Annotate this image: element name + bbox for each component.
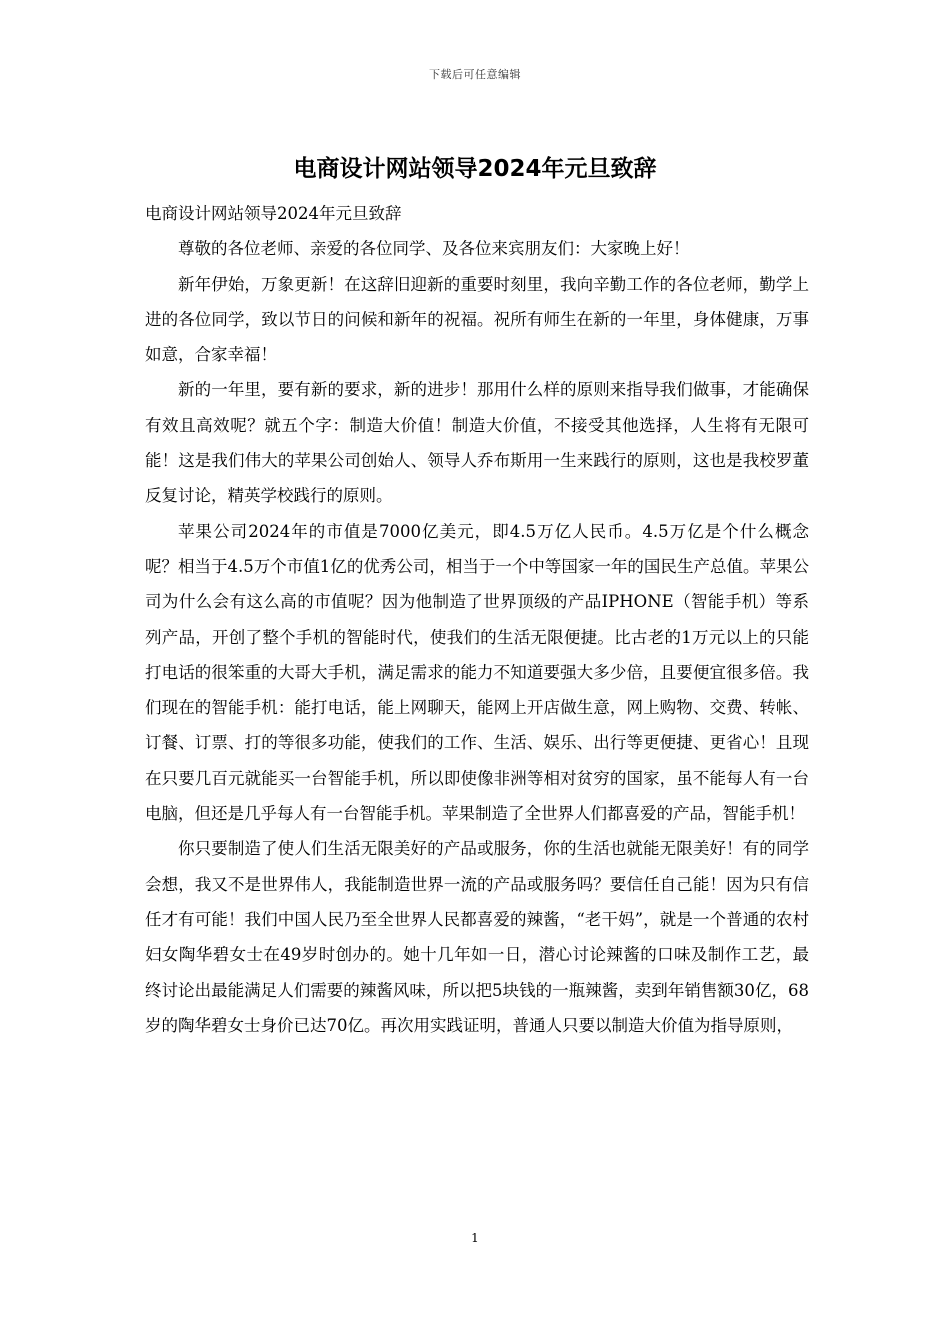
document-title: 电商设计网站领导2024年元旦致辞: [293, 156, 657, 182]
document-body: [145, 196, 809, 1043]
paragraph-new-year-wishes: 新年伊始，万象更新！在这辞旧迎新的重要时刻里，我向辛勤工作的各位老师，勤学上进的各位同学，致以节日的问候和新年的祝福。祝所有师生在新的一年里，身体健康，万事如意，合家幸福！: [145, 274, 809, 365]
paragraph-principle: 新的一年里，要有新的要求，新的进步！那用什么样的原则来指导我们做事，才能确保有效且高效呢？就五个字：制造大价值！制造大价值，不接受其他选择，人生将有无限可能！这是我们伟大的苹果公司创始人、领导人乔布斯用一生来践行的原则，这也是我校罗董反复讨论，精英学校践行的原则。: [145, 380, 809, 506]
paragraph-apple-example: 苹果公司2024年的市值是7000亿美元，即4.5万亿人民币。4.5万亿是个什么概念呢？相当于4.5万个市值1亿的优秀公司，相当于一个中等国家一年的国民生产总值。苹果公司为什么会有这么高的市值呢？因为他制造了世界顶级的产品IPHONE（智能手机）等系列产品，开创了整个手机的智能时代，使我们的生活无限便捷。比古老的1万元以上的只能打电话的很笨重的大哥大手机，满足需求的能力不知道要强大多少倍，且要便宜很多倍。我们现在的智能手机：能打电话，能上网聊天，能网上开店做生意，网上购物、交费、转帐、订餐、订票、打的等很多功能，使我们的工作、生活、娱乐、出行等更便捷、更省心！且现在只要几百元就能买一台智能手机，所以即使像非洲等相对贫穷的国家，虽不能每人有一台电脑，但还是几乎每人有一台智能手机。苹果制造了全世界人们都喜爱的产品，智能手机！: [145, 521, 809, 824]
paragraph-greeting: 尊敬的各位老师、亲爱的各位同学、及各位来宾朋友们：大家晚上好！: [178, 239, 690, 259]
document-subtitle: 电商设计网站领导2024年元旦致辞: [145, 204, 402, 223]
paragraph-laoganma-example: 你只要制造了使人们生活无限美好的产品或服务，你的生活也就能无限美好！有的同学会想，我又不是世界伟人，我能制造世界一流的产品或服务吗？要信任自己能！因为只有信任才有可能！我们中国人民乃至全世界人民都喜爱的辣酱，“老干妈”，就是一个普通的农村妇女陶华碧女士在49岁时创办的。她十几年如一日，潜心讨论辣酱的口味及制作工艺，最终讨论出最能满足人们需要的辣酱风味，所以把5块钱的一瓶辣酱，卖到年销售额30亿，68岁的陶华碧女士身价已达70亿。再次用实践证明，普通人只要以制造大价值为指导原则，: [145, 839, 809, 1035]
page-number: 1: [471, 1231, 479, 1245]
page-header-note: 下载后可任意编辑: [429, 68, 521, 81]
